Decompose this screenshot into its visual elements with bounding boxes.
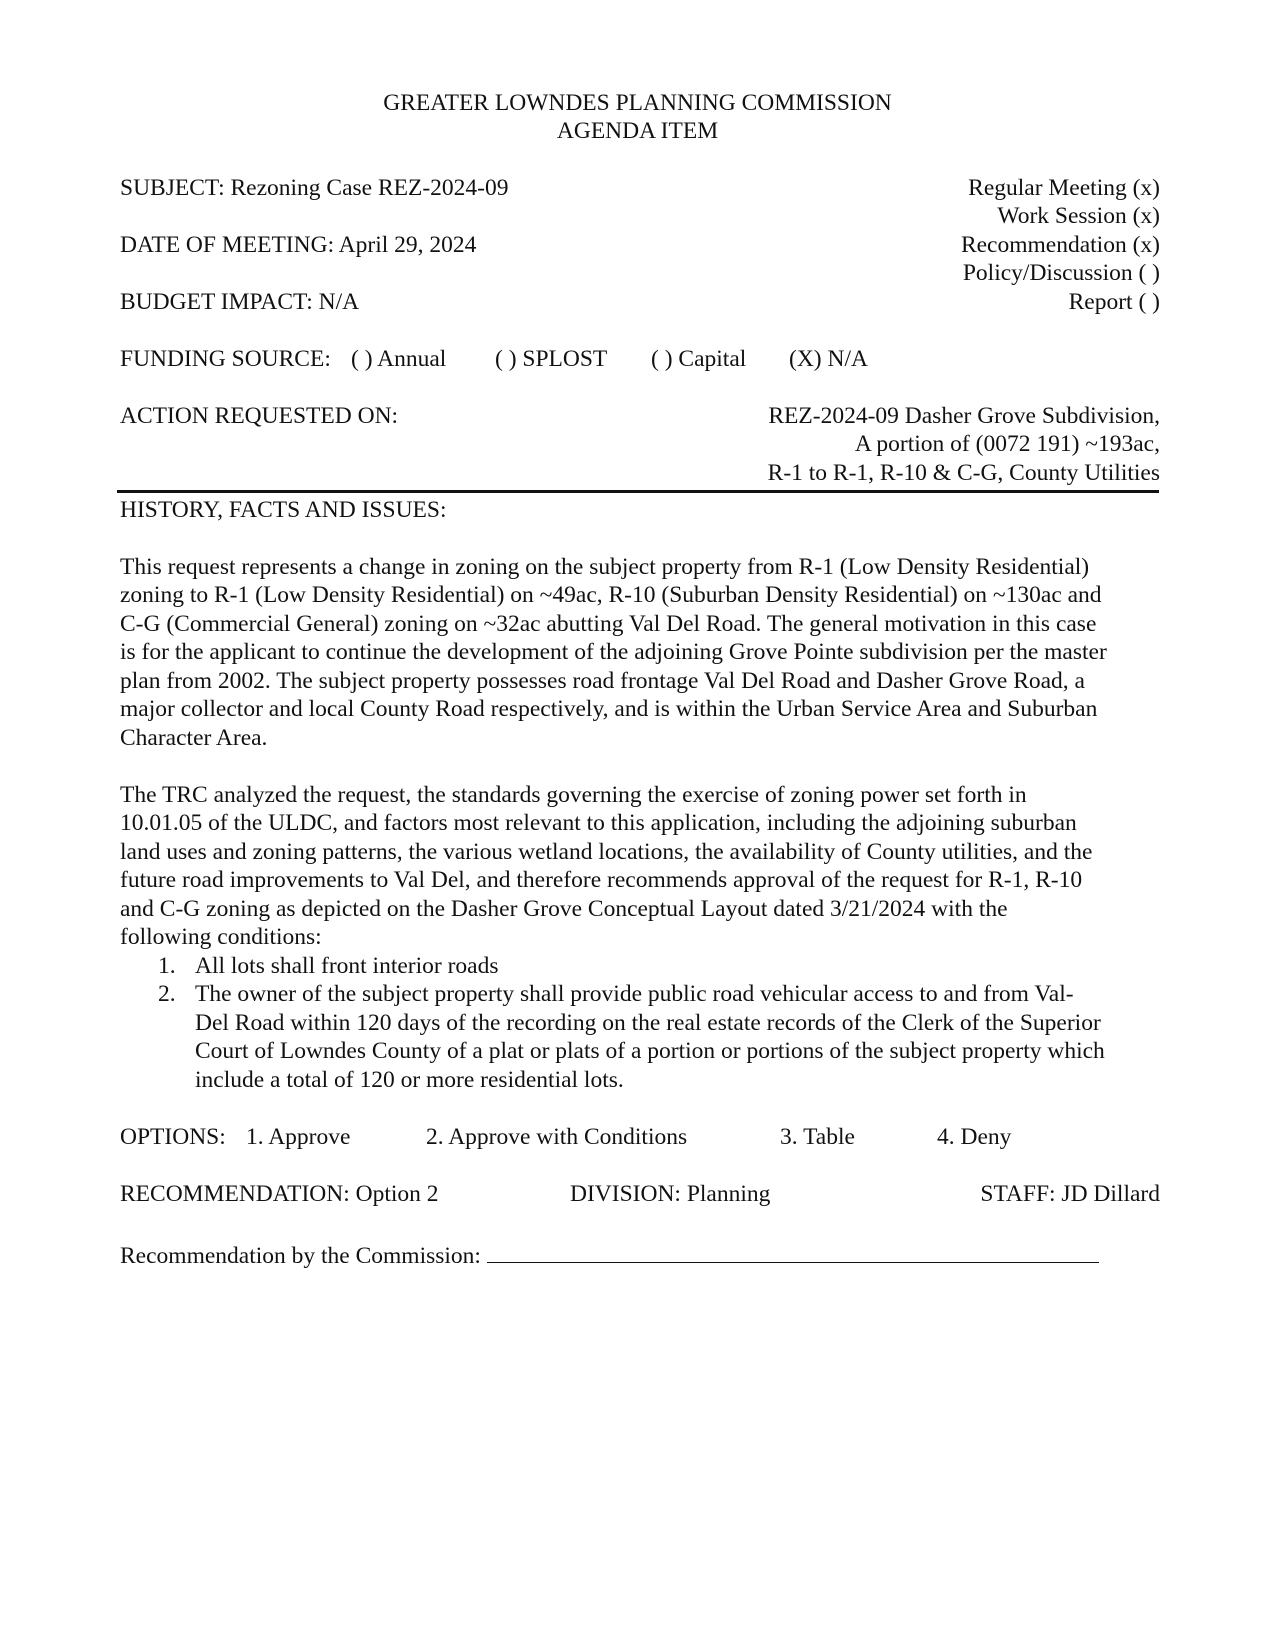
condition-text: Del Road within 120 days of the recording on the real estate records of the Clerk of the Superior	[195, 1010, 1101, 1036]
condition-text: Court of Lowndes County of a plat or plats of a portion or portions of the subject property which	[195, 1038, 1105, 1064]
paragraph-line: is for the applicant to continue the development of the adjoining Grove Pointe subdivision per the master	[120, 639, 1107, 665]
option-deny: 4. Deny	[937, 1124, 1012, 1150]
meeting-type-report: Report ( )	[1068, 289, 1160, 315]
history-heading: HISTORY, FACTS AND ISSUES:	[120, 497, 447, 523]
subject-field: SUBJECT: Rezoning Case REZ-2024-09	[120, 175, 509, 201]
funding-source-label: FUNDING SOURCE:	[120, 346, 331, 372]
commission-recommendation	[120, 1240, 1099, 1270]
division-field: DIVISION: Planning	[570, 1181, 771, 1207]
funding-option-capital: ( ) Capital	[651, 346, 747, 372]
action-requested-label: ACTION REQUESTED ON:	[120, 403, 399, 429]
condition-number: 1.	[158, 953, 176, 979]
funding-option-na: (X) N/A	[789, 346, 868, 372]
action-requested-line: R-1 to R-1, R-10 & C-G, County Utilities	[767, 460, 1160, 486]
staff-field: STAFF: JD Dillard	[980, 1181, 1160, 1207]
paragraph-line: major collector and local County Road respectively, and is within the Urban Service Area and Suburban	[120, 696, 1098, 722]
paragraph-line: future road improvements to Val Del, and therefore recommends approval of the request for R-1, R-10	[120, 867, 1083, 893]
paragraph-line: 10.01.05 of the ULDC, and factors most relevant to this application, including the adjoining suburban	[120, 810, 1077, 836]
condition-number: 2.	[158, 981, 176, 1007]
action-requested-line: A portion of (0072 191) ~193ac,	[854, 431, 1160, 457]
section-divider	[117, 490, 1159, 493]
paragraph-line: C-G (Commercial General) zoning on ~32ac abutting Val Del Road. The general motivation in this case	[120, 611, 1097, 637]
condition-text: include a total of 120 or more residential lots.	[195, 1067, 624, 1093]
meeting-type-policy-discussion: Policy/Discussion ( )	[962, 260, 1160, 286]
paragraph-line: and C-G zoning as depicted on the Dasher Grove Conceptual Layout dated 3/21/2024 with the	[120, 896, 1008, 922]
funding-option-annual: ( ) Annual	[351, 346, 447, 372]
paragraph-line: Character Area.	[120, 725, 268, 751]
paragraph-line: plan from 2002. The subject property possesses road frontage Val Del Road and Dasher Grove Road, a	[120, 668, 1085, 694]
funding-option-splost: ( ) SPLOST	[495, 346, 608, 372]
option-approve-with-conditions: 2. Approve with Conditions	[426, 1124, 688, 1150]
paragraph-line: The TRC analyzed the request, the standards governing the exercise of zoning power set forth in	[120, 782, 1027, 808]
options-label: OPTIONS:	[120, 1124, 226, 1150]
meeting-type-work-session: Work Session (x)	[997, 203, 1160, 229]
paragraph-line: This request represents a change in zoning on the subject property from R-1 (Low Density Residential)	[120, 554, 1090, 580]
meeting-type-recommendation: Recommendation (x)	[960, 232, 1160, 258]
option-table: 3. Table	[780, 1124, 855, 1150]
budget-impact-field: BUDGET IMPACT: N/A	[120, 289, 360, 315]
paragraph-line: land uses and zoning patterns, the various wetland locations, the availability of County utilities, and the	[120, 839, 1093, 865]
commission-recommendation-label: Recommendation by the Commission:	[120, 1243, 481, 1269]
recommendation-field: RECOMMENDATION: Option 2	[120, 1181, 439, 1207]
organization-title: GREATER LOWNDES PLANNING COMMISSION	[383, 90, 892, 116]
action-requested-line: REZ-2024-09 Dasher Grove Subdivision,	[768, 403, 1160, 429]
document-type: AGENDA ITEM	[556, 118, 719, 144]
meeting-type-regular: Regular Meeting (x)	[968, 175, 1160, 201]
paragraph-line: zoning to R-1 (Low Density Residential) on ~49ac, R-10 (Suburban Density Residential) on ~130ac and	[120, 582, 1102, 608]
meeting-date-field: DATE OF MEETING: April 29, 2024	[120, 232, 477, 258]
condition-text: All lots shall front interior roads	[195, 953, 499, 979]
paragraph-line: following conditions:	[120, 924, 322, 950]
option-approve: 1. Approve	[246, 1124, 351, 1150]
commission-recommendation-blank	[487, 1240, 1099, 1263]
condition-text: The owner of the subject property shall provide public road vehicular access to and from Val-	[195, 981, 1074, 1007]
